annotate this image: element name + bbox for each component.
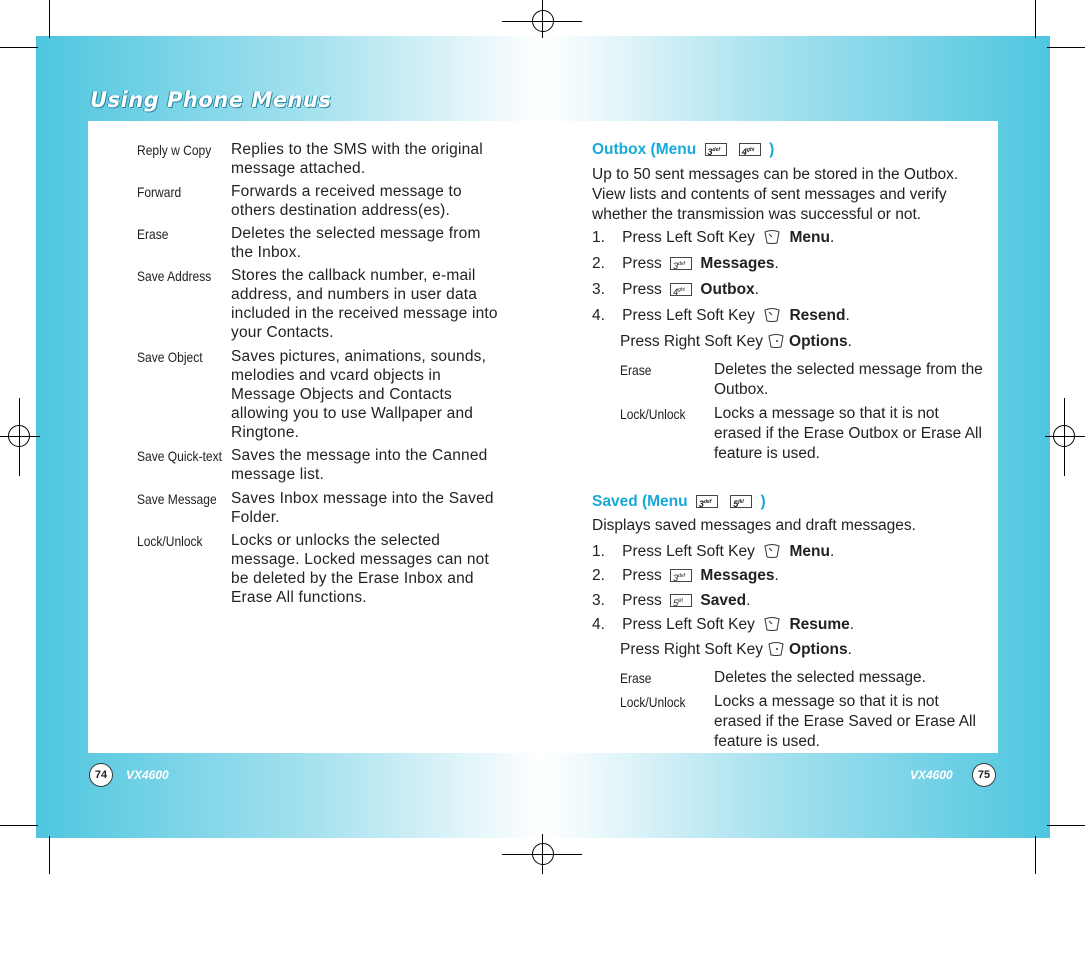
step-number: 4. bbox=[592, 616, 605, 633]
step-target: Messages bbox=[700, 567, 775, 584]
step-text: Press Right Soft Key bbox=[620, 641, 764, 658]
step-target: Resume bbox=[789, 616, 850, 633]
model-name-right: VX4600 bbox=[910, 768, 953, 782]
option-description: Stores the callback number, e-mail address, and numbers in user data included in the received message into your Contacts. bbox=[231, 267, 498, 341]
key-letters: ghi bbox=[678, 287, 685, 293]
step-number: 1. bbox=[592, 229, 605, 246]
page-title: Using Phone Menus bbox=[90, 88, 332, 112]
key-digit: 4 bbox=[741, 147, 747, 157]
left-soft-key-icon bbox=[763, 543, 781, 559]
step-number: 4. bbox=[592, 307, 605, 324]
step-text: Press Left Soft Key bbox=[622, 307, 755, 324]
key-digit: 3 bbox=[698, 499, 704, 509]
left-soft-key-icon bbox=[763, 229, 781, 245]
step-number: 2. bbox=[592, 567, 605, 584]
key-digit: 3 bbox=[707, 147, 713, 157]
step-target: Menu bbox=[789, 229, 830, 246]
option-term: Save Quick-text bbox=[137, 448, 222, 464]
option-term: Lock/Unlock bbox=[620, 406, 686, 422]
step-number: 3. bbox=[592, 592, 605, 609]
option-description: Deletes the selected message from the Inbox. bbox=[231, 225, 481, 261]
option-term: Save Address bbox=[137, 268, 212, 284]
step-item: 2. Press $3^{def}$ Messages. bbox=[592, 255, 779, 272]
option-term: Erase bbox=[620, 362, 652, 378]
option-description: Replies to the SMS with the original message attached. bbox=[231, 141, 483, 177]
key-3-icon bbox=[696, 495, 718, 508]
option-description: Deletes the selected message. bbox=[714, 669, 926, 686]
step-item: 3. Press $5^{jkl}$ Saved. bbox=[592, 592, 751, 609]
saved-heading bbox=[592, 493, 766, 511]
step-item: 1. Press Left Soft Key Menu. bbox=[592, 543, 835, 560]
key-digit: 5 bbox=[673, 598, 679, 608]
step-text: Press Left Soft Key bbox=[622, 616, 755, 633]
page-number-left: 74 bbox=[89, 763, 113, 787]
key-3-icon bbox=[670, 257, 692, 270]
right-soft-key-icon bbox=[767, 641, 785, 657]
option-description: Saves Inbox message into the Saved Folder. bbox=[231, 490, 494, 526]
step-item: 3. Press $4^{ghi}$ Outbox. bbox=[592, 281, 759, 298]
option-description: Locks a message so that it is not erased if the Erase Saved or Erase All feature is used. bbox=[714, 693, 976, 750]
right-soft-key-line: Press Right Soft Key Options. bbox=[620, 333, 852, 350]
key-digit: 5 bbox=[733, 499, 739, 509]
step-item: 4. Press Left Soft Key Resume. bbox=[592, 616, 855, 633]
key-letters: jkl bbox=[738, 499, 744, 505]
step-text: Press bbox=[622, 255, 662, 272]
saved-heading-close: ) bbox=[760, 493, 766, 510]
option-term: Erase bbox=[620, 670, 652, 686]
model-name-left: VX4600 bbox=[126, 768, 169, 782]
key-letters: jkl bbox=[678, 598, 683, 604]
step-target: Menu bbox=[789, 543, 830, 560]
option-description: Locks a message so that it is not erased if the Erase Outbox or Erase All feature is used. bbox=[714, 405, 982, 462]
saved-heading-text: Saved (Menu bbox=[592, 493, 688, 510]
key-digit: 3 bbox=[673, 261, 679, 271]
key-5-icon bbox=[730, 495, 752, 508]
key-3-icon bbox=[705, 143, 727, 156]
right-soft-key-icon bbox=[767, 333, 785, 349]
key-digit: 3 bbox=[673, 573, 679, 583]
step-target: Options bbox=[789, 641, 848, 658]
step-item: 1. Press Left Soft Key Menu. bbox=[592, 229, 835, 246]
option-description: Forwards a received message to others destination address(es). bbox=[231, 183, 462, 219]
key-5-icon bbox=[670, 594, 692, 607]
step-target: Options bbox=[789, 333, 848, 350]
step-text: Press bbox=[622, 592, 662, 609]
key-letters: ghi bbox=[746, 147, 755, 153]
key-letters: def bbox=[678, 261, 686, 267]
step-text: Press bbox=[622, 281, 662, 298]
option-term: Lock/Unlock bbox=[620, 694, 686, 710]
step-number: 1. bbox=[592, 543, 605, 560]
option-term: Forward bbox=[137, 184, 182, 200]
key-digit: 4 bbox=[673, 287, 679, 297]
option-description: Locks or unlocks the selected message. Locked messages can not be deleted by the Erase Inbox and Erase All functions. bbox=[231, 532, 489, 606]
step-target: Saved bbox=[700, 592, 747, 609]
option-term: Save Object bbox=[137, 349, 203, 365]
key-3-icon bbox=[670, 569, 692, 582]
saved-intro: Displays saved messages and draft messages. bbox=[592, 517, 916, 534]
step-target: Outbox bbox=[700, 281, 755, 298]
option-term: Reply w Copy bbox=[137, 142, 212, 158]
step-number: 3. bbox=[592, 281, 605, 298]
option-description: Saves pictures, animations, sounds, melodies and vcard objects in Message Objects and Contacts allowing you to use Wallpaper and Ringtone. bbox=[231, 348, 487, 441]
left-soft-key-icon bbox=[763, 307, 781, 323]
step-target: Messages bbox=[700, 255, 775, 272]
outbox-heading-text: Outbox (Menu bbox=[592, 141, 697, 158]
outbox-heading-close: ) bbox=[769, 141, 775, 158]
key-4-icon bbox=[739, 143, 761, 156]
option-term: Erase bbox=[137, 226, 169, 242]
step-text: Press bbox=[622, 567, 662, 584]
outbox-heading bbox=[592, 141, 774, 159]
step-number: 2. bbox=[592, 255, 605, 272]
step-text: Press Left Soft Key bbox=[622, 229, 755, 246]
option-description: Saves the message into the Canned message list. bbox=[231, 447, 488, 483]
step-item: 4. Press Left Soft Key Resend. bbox=[592, 307, 850, 324]
left-soft-key-icon bbox=[763, 616, 781, 632]
right-soft-key-line: Press Right Soft Key Options. bbox=[620, 641, 852, 658]
page-number-right: 75 bbox=[972, 763, 996, 787]
option-term: Save Message bbox=[137, 491, 217, 507]
outbox-intro: Up to 50 sent messages can be stored in the Outbox. View lists and contents of sent messages and verify whether the transmission was successful or not. bbox=[592, 166, 959, 223]
key-letters: def bbox=[703, 499, 712, 505]
option-description: Deletes the selected message from the Outbox. bbox=[714, 361, 983, 398]
key-4-icon bbox=[670, 283, 692, 296]
key-letters: def bbox=[678, 573, 686, 579]
step-item: 2. Press $3^{def}$ Messages. bbox=[592, 567, 779, 584]
step-target: Resend bbox=[789, 307, 846, 324]
option-term: Lock/Unlock bbox=[137, 533, 203, 549]
step-text: Press Right Soft Key bbox=[620, 333, 764, 350]
key-letters: def bbox=[712, 147, 721, 153]
step-text: Press Left Soft Key bbox=[622, 543, 755, 560]
